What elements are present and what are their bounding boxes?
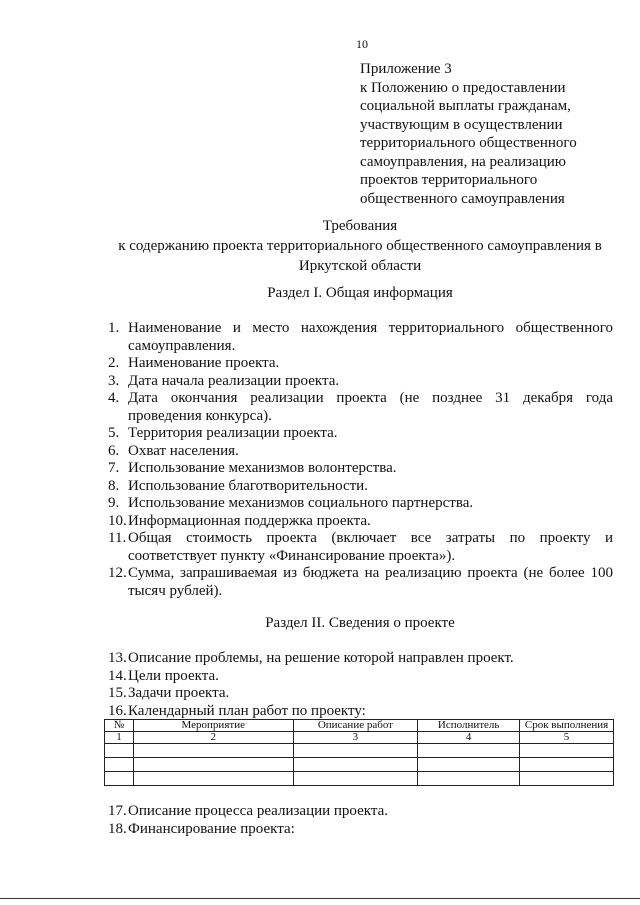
item-text: Использование механизмов социального партнерства.: [128, 495, 474, 511]
appendix-line: самоуправления, на реализацию: [360, 153, 567, 170]
item-text: Наименование и место нахождения территориального общественного самоуправления.: [128, 320, 613, 354]
appendix-line: участвующим в осуществлении: [360, 116, 563, 133]
item-text: Сумма, запрашиваемая из бюджета на реализацию проекта (не более 100 тысяч рублей).: [128, 565, 613, 599]
item-text: Календарный план работ по проекту:: [128, 702, 366, 719]
title-line: Требования: [322, 218, 398, 234]
item-text: Охват населения.: [128, 442, 239, 459]
table-header: Мероприятие: [133, 720, 293, 732]
table-cell: [133, 744, 293, 758]
table-row: [105, 772, 614, 786]
appendix-line: социальной выплаты гражданам,: [360, 98, 571, 114]
item-text: Территория реализации проекта.: [128, 425, 338, 441]
table-cell: 1: [105, 732, 134, 744]
table-cell: [418, 758, 520, 772]
item-text: Общая стоимость проекта (включает все затраты по проекту и соответствует пункту «Финансирование проекта»).: [128, 530, 613, 564]
page-bottom-rule: [0, 898, 640, 899]
table-cell: 3: [293, 732, 418, 744]
list-item: [108, 565, 613, 600]
table-row: [105, 744, 614, 758]
calendar-plan-table: [104, 719, 614, 786]
table-row: [105, 758, 614, 772]
list-item: [108, 513, 613, 531]
section-2-list: [108, 650, 613, 720]
list-item: [108, 821, 613, 839]
appendix-line: территориального общественного: [360, 135, 577, 151]
item-number: 16.: [108, 702, 127, 719]
page-number: 10: [356, 37, 368, 51]
table-cell: 5: [520, 732, 614, 744]
table-row: [105, 732, 614, 744]
item-number: 15.: [108, 685, 127, 701]
appendix-line: проектов территориального: [360, 172, 538, 188]
item-number: 14.: [108, 667, 127, 684]
item-number: 3.: [108, 372, 120, 389]
item-number: 10.: [108, 512, 127, 529]
table-cell: [520, 758, 614, 772]
title-line: Иркутской области: [298, 258, 422, 274]
item-text: Использование благотворительности.: [128, 477, 368, 494]
list-item: [108, 390, 613, 425]
item-text: Описание процесса реализации проекта.: [128, 803, 389, 819]
table-header-row: [105, 720, 614, 732]
item-number: 11.: [108, 530, 127, 546]
list-item: [108, 355, 613, 373]
list-item: [108, 425, 613, 443]
item-text: Цели проекта.: [128, 667, 219, 684]
appendix-reference: [360, 60, 630, 208]
item-text: Дата окончания реализации проекта (не позднее 31 декабря года проведения конкурса).: [128, 390, 613, 424]
list-item: [108, 495, 613, 513]
list-item: [108, 460, 613, 478]
item-text: Информационная поддержка проекта.: [128, 512, 371, 529]
title-line: к содержанию проекта территориального общественного самоуправления в: [118, 238, 602, 254]
table-header: Описание работ: [293, 720, 418, 732]
item-number: 4.: [108, 390, 120, 406]
appendix-line: общественного самоуправления: [360, 190, 565, 207]
table-cell: [520, 744, 614, 758]
section-1-list: [108, 320, 613, 600]
document-title: [0, 216, 640, 276]
table-cell: [293, 758, 418, 772]
section-2-heading: Раздел II. Сведения о проекте: [265, 615, 455, 631]
item-text: Описание проблемы, на решение которой направлен проект.: [128, 650, 514, 666]
appendix-line: к Положению о предоставлении: [360, 79, 566, 96]
appendix-line: Приложение 3: [360, 61, 452, 77]
table-cell: [133, 772, 293, 786]
item-number: 12.: [108, 565, 127, 581]
table-cell: [105, 758, 134, 772]
item-number: 5.: [108, 425, 120, 441]
table-cell: [293, 772, 418, 786]
item-text: Задачи проекта.: [128, 685, 230, 701]
table-cell: [105, 744, 134, 758]
item-number: 7.: [108, 460, 120, 476]
list-item: [108, 685, 613, 703]
table-header: Срок выполнения: [520, 720, 614, 732]
table-cell: 4: [418, 732, 520, 744]
list-item: [108, 443, 613, 461]
list-item: [108, 478, 613, 496]
list-item: [108, 373, 613, 391]
item-number: 1.: [108, 320, 120, 336]
list-item: [108, 320, 613, 355]
item-number: 13.: [108, 650, 127, 666]
list-item: [108, 703, 613, 721]
section-1-heading: Раздел I. Общая информация: [267, 285, 453, 301]
table-header: №: [105, 720, 134, 732]
table-cell: [105, 772, 134, 786]
table-cell: [293, 744, 418, 758]
item-number: 9.: [108, 495, 120, 511]
list-item: [108, 530, 613, 565]
table-cell: [520, 772, 614, 786]
table-header: Исполнитель: [418, 720, 520, 732]
section-2-list-continued: [108, 803, 613, 838]
item-text: Использование механизмов волонтерства.: [128, 460, 397, 476]
item-number: 6.: [108, 442, 120, 459]
table-cell: 2: [133, 732, 293, 744]
list-item: [108, 803, 613, 821]
item-text: Наименование проекта.: [128, 355, 280, 371]
item-number: 17.: [108, 803, 127, 819]
item-number: 2.: [108, 355, 120, 371]
item-text: Финансирование проекта:: [128, 820, 295, 837]
item-number: 8.: [108, 477, 120, 494]
list-item: [108, 650, 613, 668]
table-cell: [133, 758, 293, 772]
item-text: Дата начала реализации проекта.: [128, 372, 340, 389]
table-cell: [418, 744, 520, 758]
table-cell: [418, 772, 520, 786]
list-item: [108, 668, 613, 686]
item-number: 18.: [108, 820, 127, 837]
